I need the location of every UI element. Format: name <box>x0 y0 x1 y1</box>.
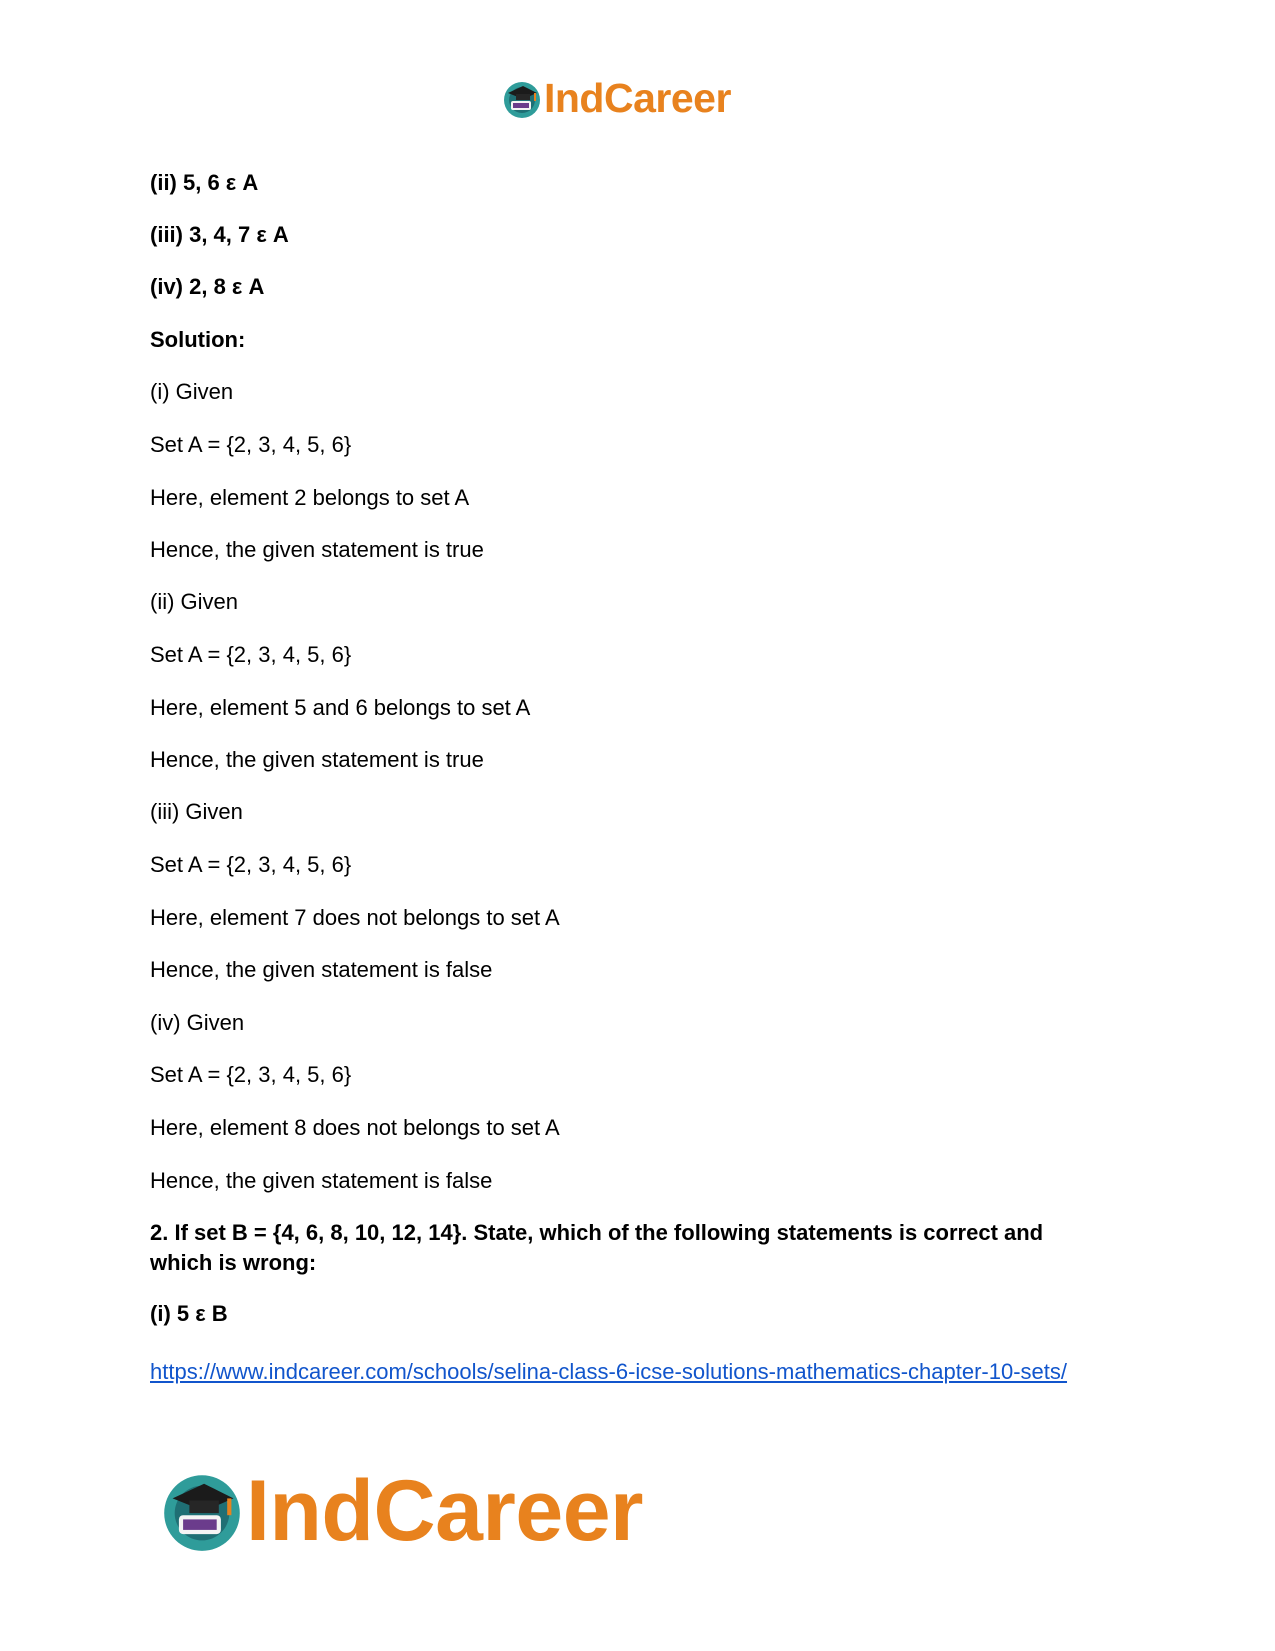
solution-line: Set A = {2, 3, 4, 5, 6} <box>150 642 352 667</box>
solution-line: Hence, the given statement is true <box>150 747 484 772</box>
question-2-text: 2. If set B = {4, 6, 8, 10, 12, 14}. State, which of the following statements is correct and which is wrong: <box>150 1220 1044 1275</box>
graduation-cap-icon <box>502 79 542 119</box>
header-logo <box>502 75 731 121</box>
solution-line: Here, element 2 belongs to set A <box>150 485 470 510</box>
graduation-cap-icon <box>160 1469 244 1553</box>
solution-line: Set A = {2, 3, 4, 5, 6} <box>150 852 352 877</box>
solution-line: Hence, the given statement is true <box>150 537 484 562</box>
solution-line: (i) Given <box>150 379 234 404</box>
logo-text: IndCareer <box>544 75 731 121</box>
question-item: (ii) 5, 6 ε A <box>150 170 259 195</box>
logo-text: IndCareer <box>246 1463 643 1559</box>
question-item: (iii) 3, 4, 7 ε A <box>150 222 289 247</box>
question-item: (iv) 2, 8 ε A <box>150 274 265 299</box>
solution-line: (iii) Given <box>150 799 243 824</box>
solution-line: (ii) Given <box>150 589 239 614</box>
solution-heading: Solution: <box>150 327 246 352</box>
question-item: (i) 5 ε B <box>150 1301 228 1326</box>
solution-line: Here, element 5 and 6 belongs to set A <box>150 695 531 720</box>
solution-line: Set A = {2, 3, 4, 5, 6} <box>150 432 352 457</box>
footer-logo <box>160 1463 643 1559</box>
source-url-link[interactable]: https://www.indcareer.com/schools/selina-class-6-icse-solutions-mathematics-chapter-10-sets/ <box>150 1359 1068 1384</box>
solution-line: Here, element 7 does not belongs to set A <box>150 905 560 930</box>
solution-line: Hence, the given statement is false <box>150 1168 493 1193</box>
solution-line: Hence, the given statement is false <box>150 957 493 982</box>
solution-line: (iv) Given <box>150 1010 245 1035</box>
solution-line: Here, element 8 does not belongs to set A <box>150 1115 560 1140</box>
solution-line: Set A = {2, 3, 4, 5, 6} <box>150 1062 352 1087</box>
